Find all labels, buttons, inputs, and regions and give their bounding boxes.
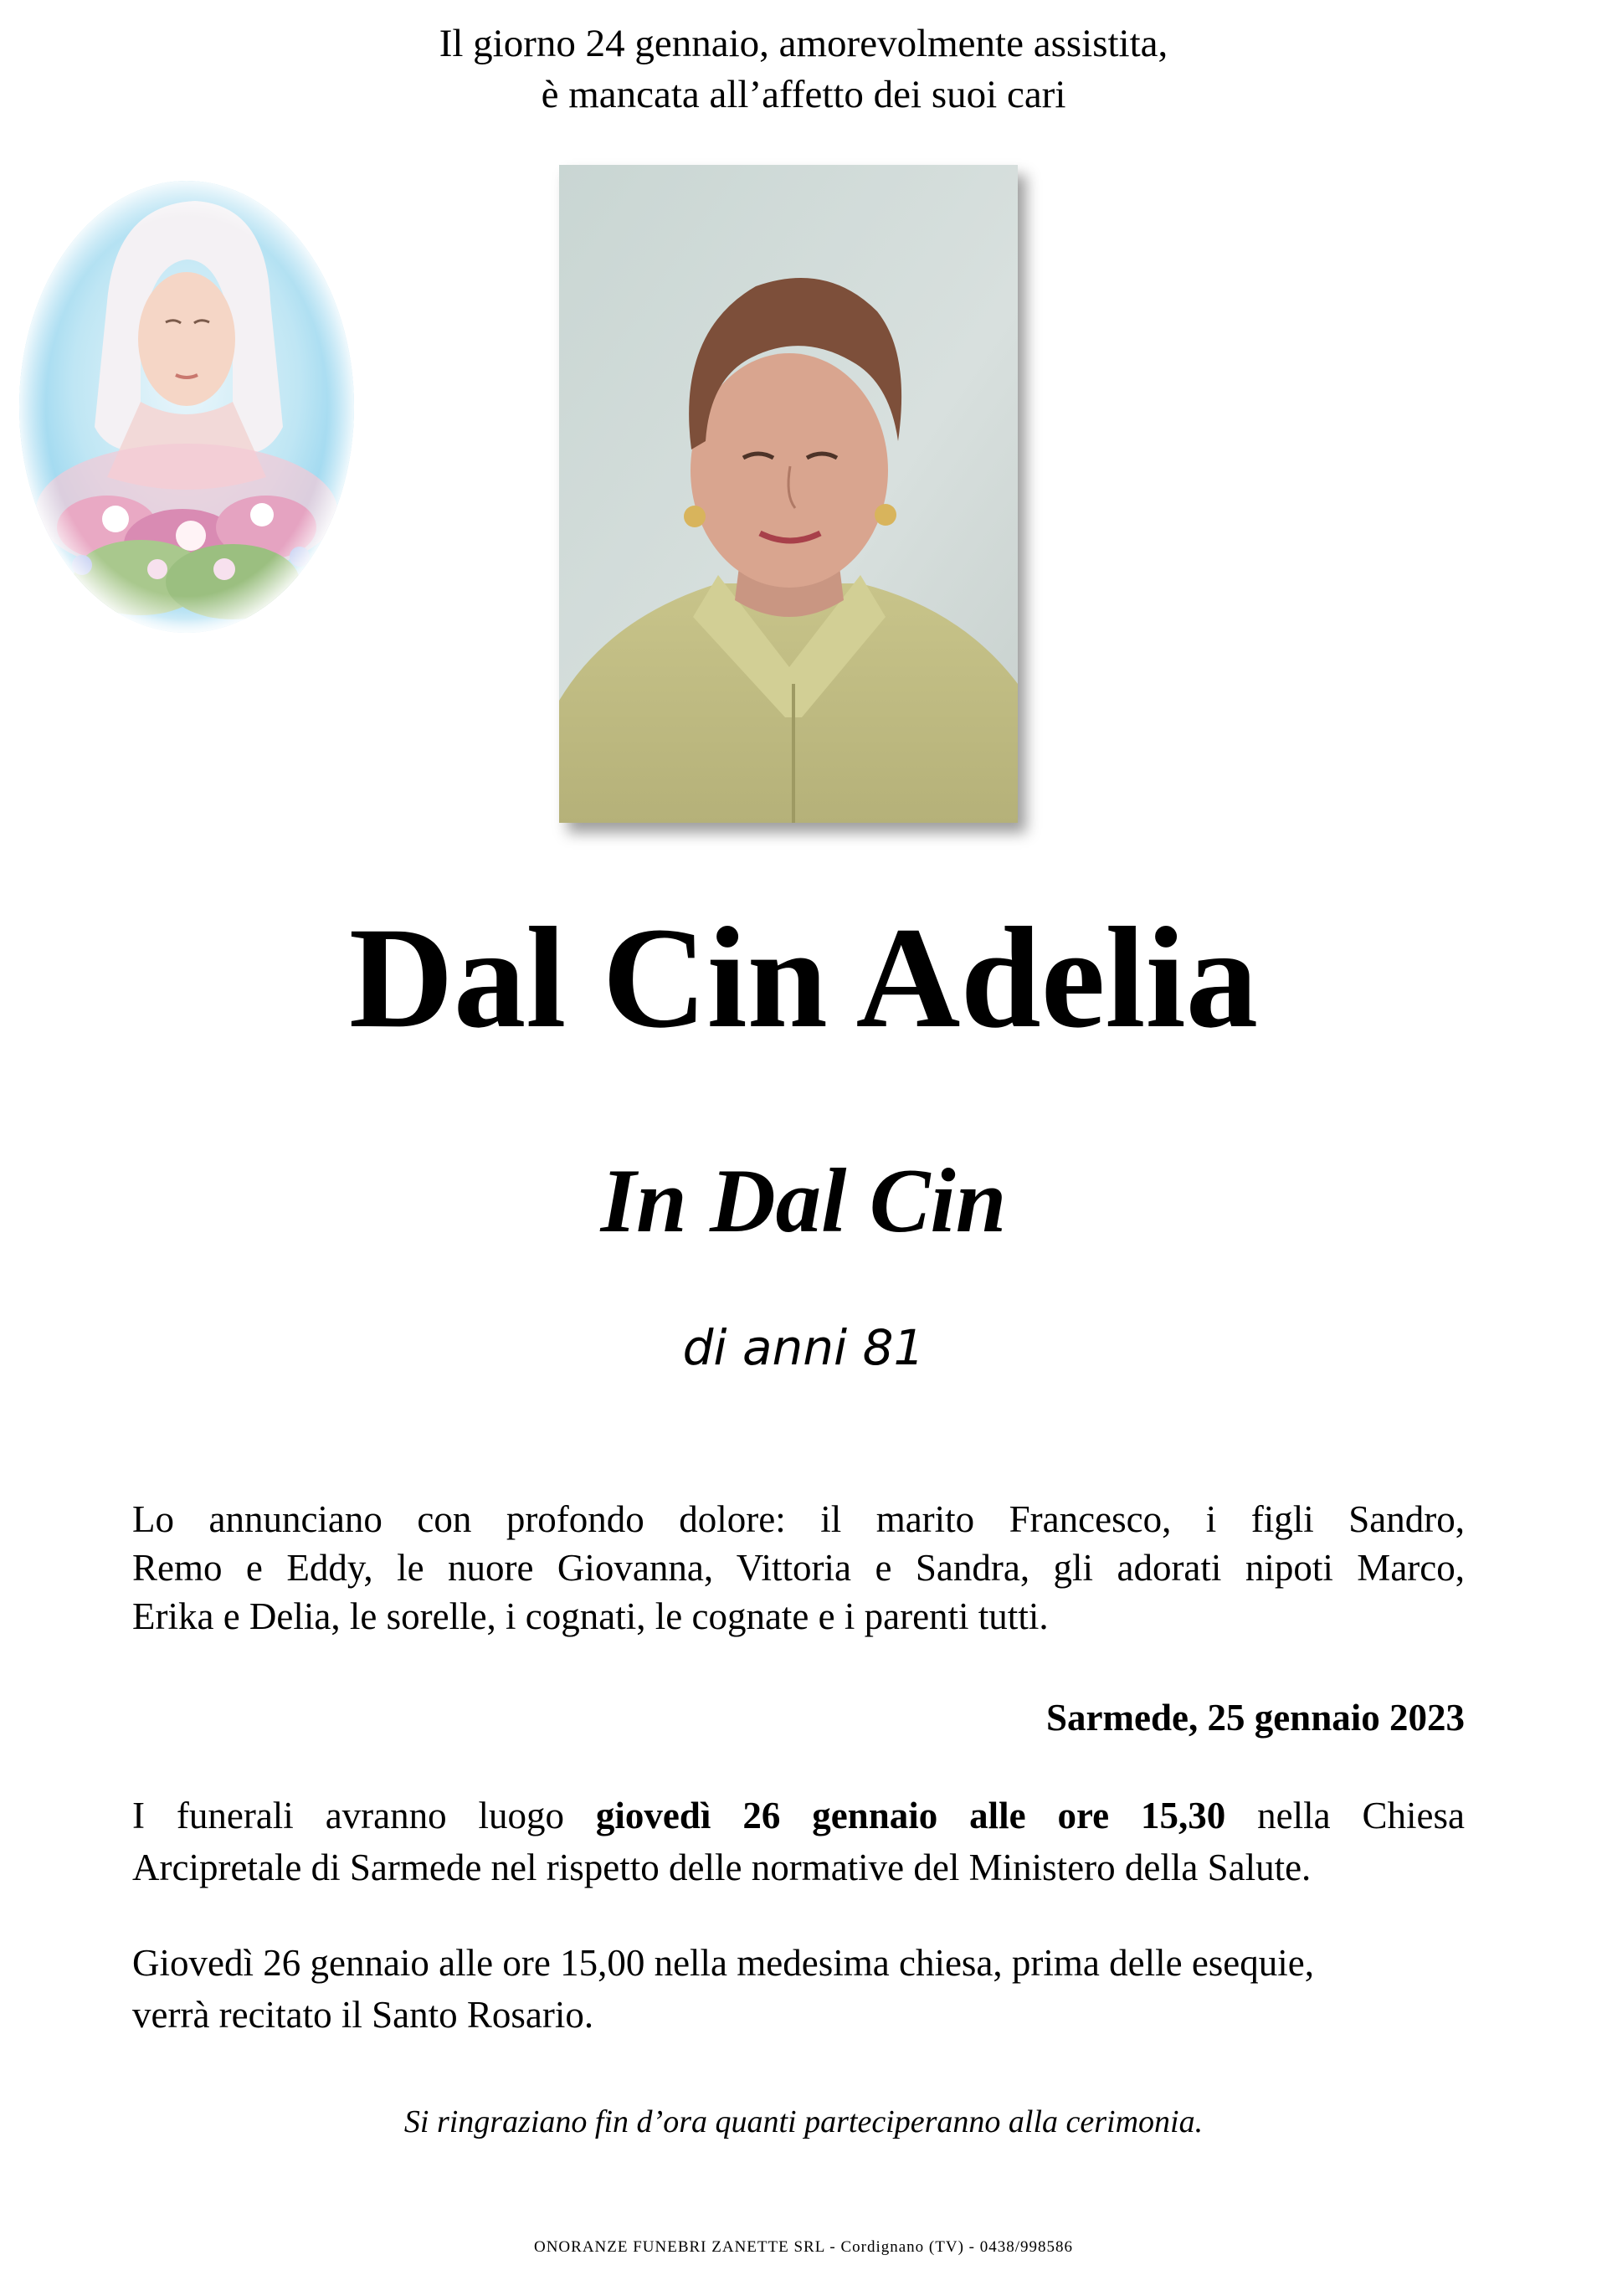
rosary-line-1: Giovedì 26 gennaio alle ore 15,00 nella medesima chiesa, prima delle esequie, (132, 1942, 1315, 1984)
madonna-icon (15, 176, 358, 638)
rosary-paragraph (132, 1937, 1465, 2041)
announcement-line-1: Lo annunciano con profondo dolore: il marito Francesco, i figli Sandro, (132, 1498, 1465, 1540)
announcement-paragraph (132, 1495, 1465, 1641)
intro-line-2: è mancata all’affetto dei suoi cari (541, 73, 1066, 116)
announcement-line-3: Erika e Delia, le sorelle, i cognati, le cognate e i parenti tutti. (132, 1595, 1049, 1637)
funeral-prefix: I funerali avranno luogo (132, 1795, 596, 1836)
place-date: Sarmede, 25 gennaio 2023 (1046, 1697, 1465, 1739)
thanks-text: Si ringraziano fin d’ora quanti parteciperanno alla cerimonia. (403, 2104, 1204, 2139)
married-name: In Dal Cin (600, 1150, 1007, 1251)
deceased-name: Dal Cin Adelia (348, 898, 1259, 1058)
announcement-line-2: Remo e Eddy, le nuore Giovanna, Vittoria e Sandra, gli adorati nipoti Marco, (132, 1547, 1465, 1589)
funeral-date-time: giovedì 26 gennaio alle ore 15,30 (595, 1795, 1226, 1836)
funeral-line-2: Arcipretale di Sarmede nel rispetto delle normative del Ministero della Salute. (132, 1847, 1312, 1888)
age-text: di anni 81 (682, 1319, 925, 1376)
funeral-home-footer: ONORANZE FUNEBRI ZANETTE SRL - Cordignano (TV) - 0438/998586 (533, 2238, 1074, 2256)
funeral-paragraph (132, 1790, 1465, 1893)
funeral-suffix: nella Chiesa (1225, 1795, 1465, 1836)
intro-line-1: Il giorno 24 gennaio, amorevolmente assistita, (439, 22, 1168, 65)
rosary-line-2: verrà recitato il Santo Rosario. (132, 1994, 594, 2036)
portrait-photo (559, 165, 1018, 823)
intro-text (0, 18, 1607, 121)
funeral-line-1 (132, 1790, 1465, 1841)
